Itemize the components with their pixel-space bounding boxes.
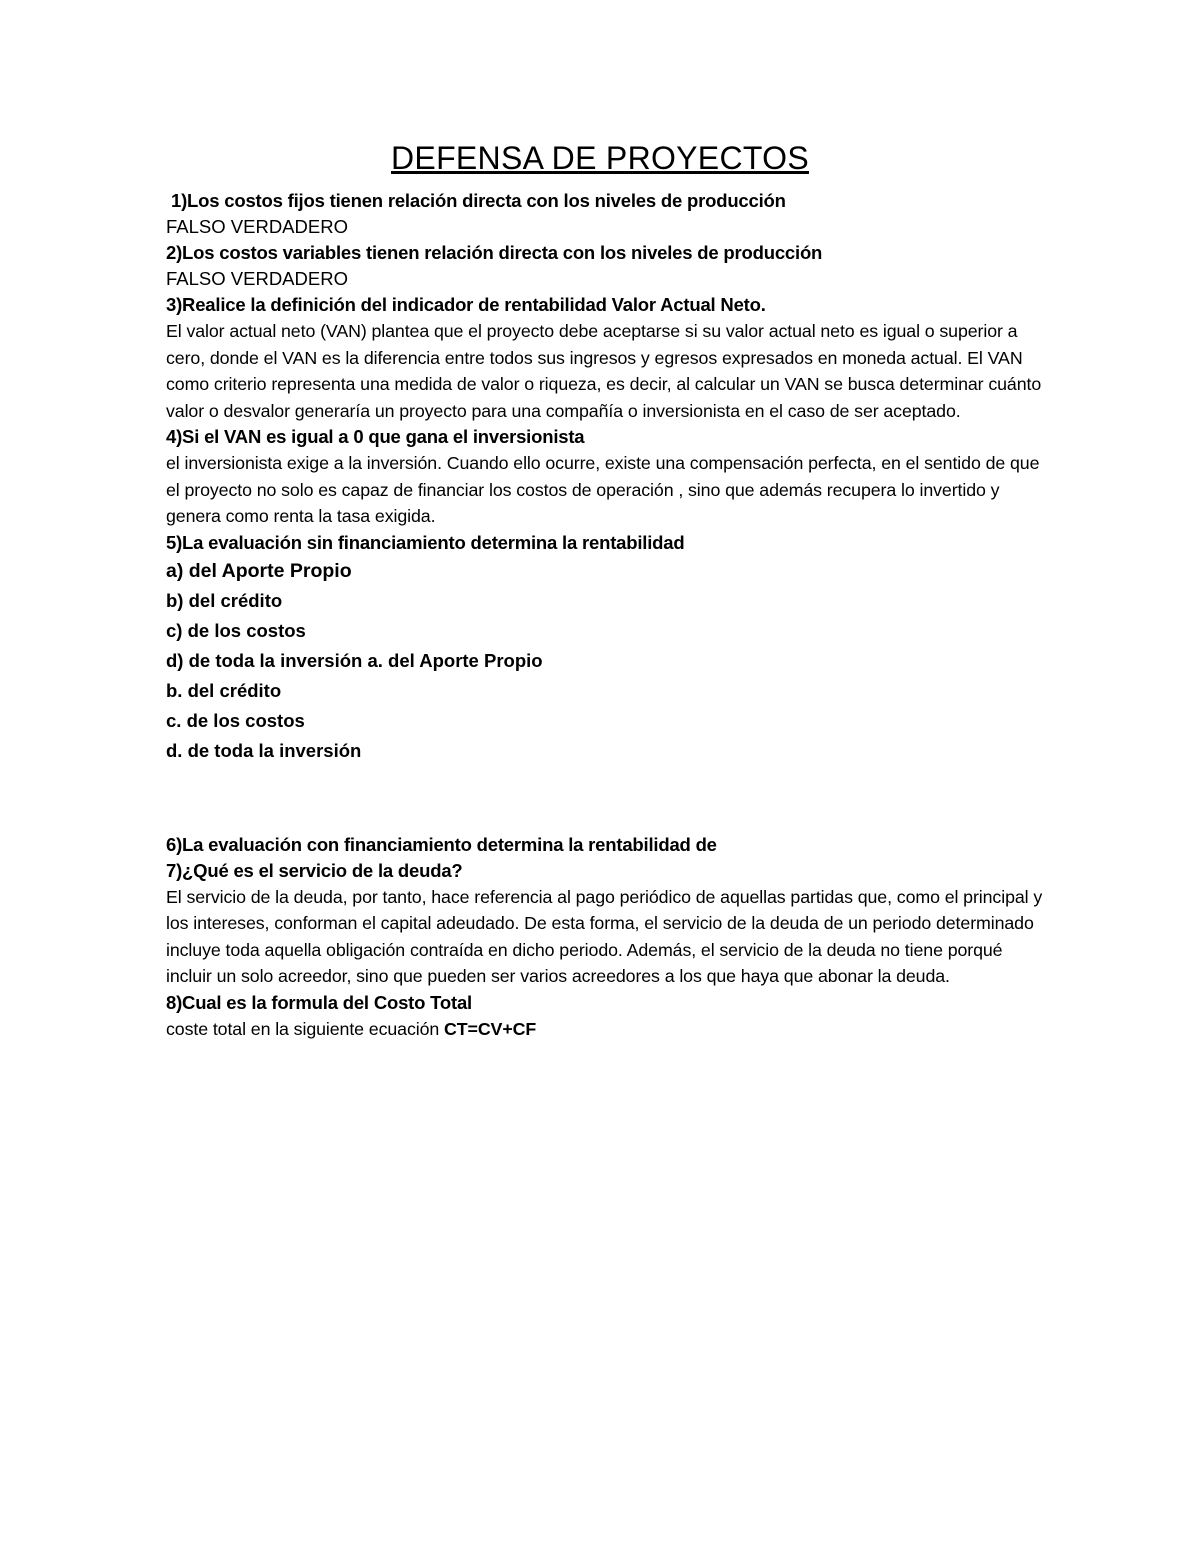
- answer-8: [166, 1016, 1046, 1043]
- option-item: c) de los costos: [166, 619, 306, 641]
- document-body: [166, 188, 1046, 1042]
- question-6: 6)La evaluación con financiamiento determina la rentabilidad de: [166, 833, 717, 855]
- answer-7: El servicio de la deuda, por tanto, hace referencia al pago periódico de aquellas partidas que, como el principal y los intereses, conforman el capital adeudado. De esta forma, el servicio de la deuda de un periodo determinado incluye toda aquella obligación contraída en dicho periodo. Además, el servicio de la deuda no tiene porqué incluir un solo acreedor, sino que pueden ser varios acreedores a los que haya que abonar la deuda.: [166, 886, 1043, 986]
- option-item: c. de los costos: [166, 709, 305, 731]
- option-item: b) del crédito: [166, 589, 283, 611]
- answer-8-text: coste total en la siguiente ecuación: [166, 1018, 445, 1039]
- question-1-options: FALSO VERDADERO: [166, 216, 348, 237]
- page-title: DEFENSA DE PROYECTOS: [391, 140, 809, 176]
- question-8: 8)Cual es la formula del Costo Total: [166, 991, 472, 1013]
- question-2-options: FALSO VERDADERO: [166, 268, 348, 289]
- option-item: d) de toda la inversión a. del Aporte Propio: [166, 649, 543, 671]
- answer-3: El valor actual neto (VAN) plantea que el proyecto debe aceptarse si su valor actual neto es igual o superior a cero, donde el VAN es la diferencia entre todos sus ingresos y egresos expresados en moneda actual. El VAN como criterio representa una medida de valor o riqueza, es decir, al calcular un VAN se busca determinar cuánto valor o desvalor generaría un proyecto para una compañía o inversionista en el caso de ser aceptado.: [166, 321, 1042, 421]
- question-2: 2)Los costos variables tienen relación directa con los niveles de producción: [166, 242, 823, 263]
- question-1: 1)Los costos fijos tienen relación directa con los niveles de producción: [171, 190, 786, 211]
- cost-formula: CT=CV+CF: [444, 1018, 537, 1039]
- question-3: 3)Realice la definición del indicador de rentabilidad Valor Actual Neto.: [166, 294, 766, 315]
- question-5: 5)La evaluación sin financiamiento determina la rentabilidad: [166, 531, 685, 553]
- option-item: b. del crédito: [166, 679, 282, 701]
- answer-4: el inversionista exige a la inversión. Cuando ello ocurre, existe una compensación perfecta, en el sentido de que el proyecto no solo es capaz de financiar los costos de operación , sino que además recupera lo invertido y genera como renta la tasa exigida.: [166, 453, 1040, 526]
- question-4: 4)Si el VAN es igual a 0 que gana el inversionista: [166, 426, 585, 447]
- option-item: d. de toda la inversión: [166, 739, 362, 761]
- question-7: 7)¿Qué es el servicio de la deuda?: [166, 859, 463, 881]
- spacer: [166, 766, 1046, 832]
- option-item: a) del Aporte Propio: [166, 559, 352, 582]
